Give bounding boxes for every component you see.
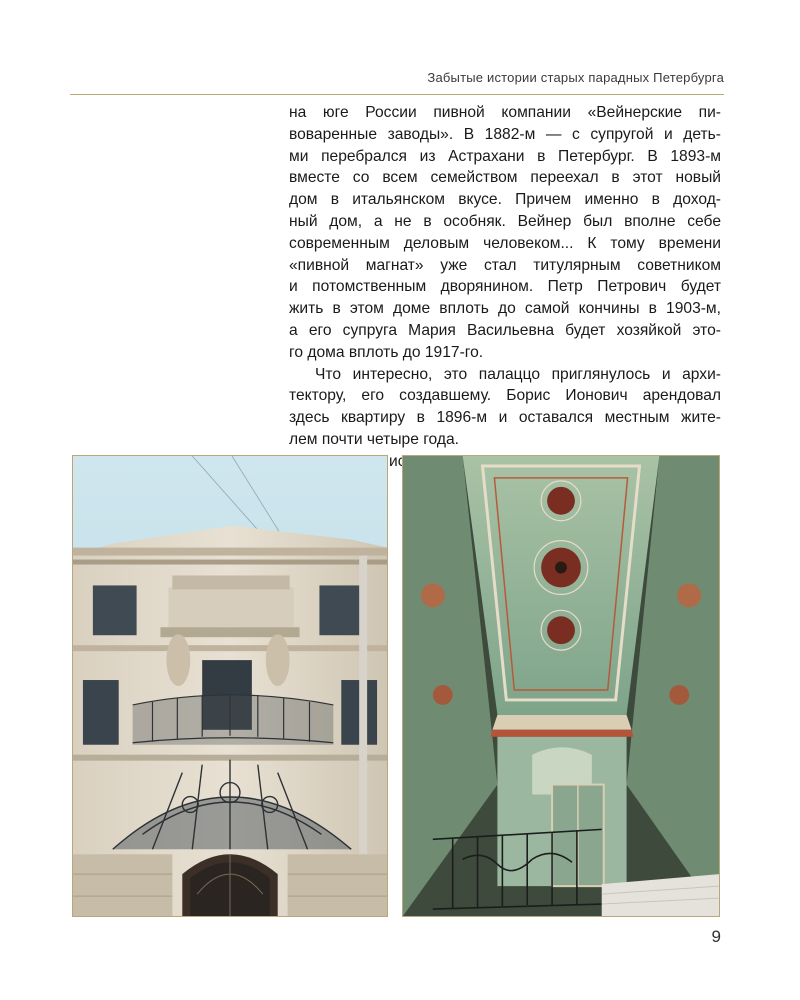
text-line: современным деловым человеком... К тому времени [289,234,721,252]
header-rule [70,94,724,95]
text-line: лем почти четыре года. [289,430,459,448]
stairwell-illustration [403,456,719,916]
text-line: на юге России пивной компании «Вейнерские пи- [289,104,721,121]
text-line: ми перебрался из Астрахани в Петербург. В 1893-м [289,147,721,165]
facade-photo [72,455,388,917]
text-line: и потомственным дворянином. Петр Петрович будет [289,278,721,296]
text-line: го дома вплоть до 1917-го. [289,343,484,361]
text-line: а его супруга Мария Васильевна будет хозяйкой это- [289,321,721,339]
text-line: ный дом, а не в особняк. Вейнер был вполне себе [289,212,721,230]
running-title: Забытые истории старых парадных Петербурга [427,70,724,85]
text-line: жить в этом доме вплоть до самой кончины в 1903-м, [289,300,721,318]
facade-illustration [73,456,387,916]
text-line: Что интересно, это палаццо приглянулось и архи- [315,365,721,383]
body-text [289,102,721,473]
text-line: «пивной магнат» уже стал титулярным советником [289,256,721,274]
text-line: тектору, его создавшему. Борис Ионович арендовал [289,387,721,405]
text-line: здесь квартиру в 1896-м и оставался местным жите- [289,409,721,427]
text-line: вместе со всем семейством переехал в этот новый [289,169,721,187]
stairwell-photo [402,455,720,917]
page-number: 9 [711,927,721,946]
text-line: воваренные заводы». В 1882-м — с супругой и деть- [289,125,721,143]
text-line: дом в итальянском вкусе. Причем именно в доход- [289,191,721,209]
